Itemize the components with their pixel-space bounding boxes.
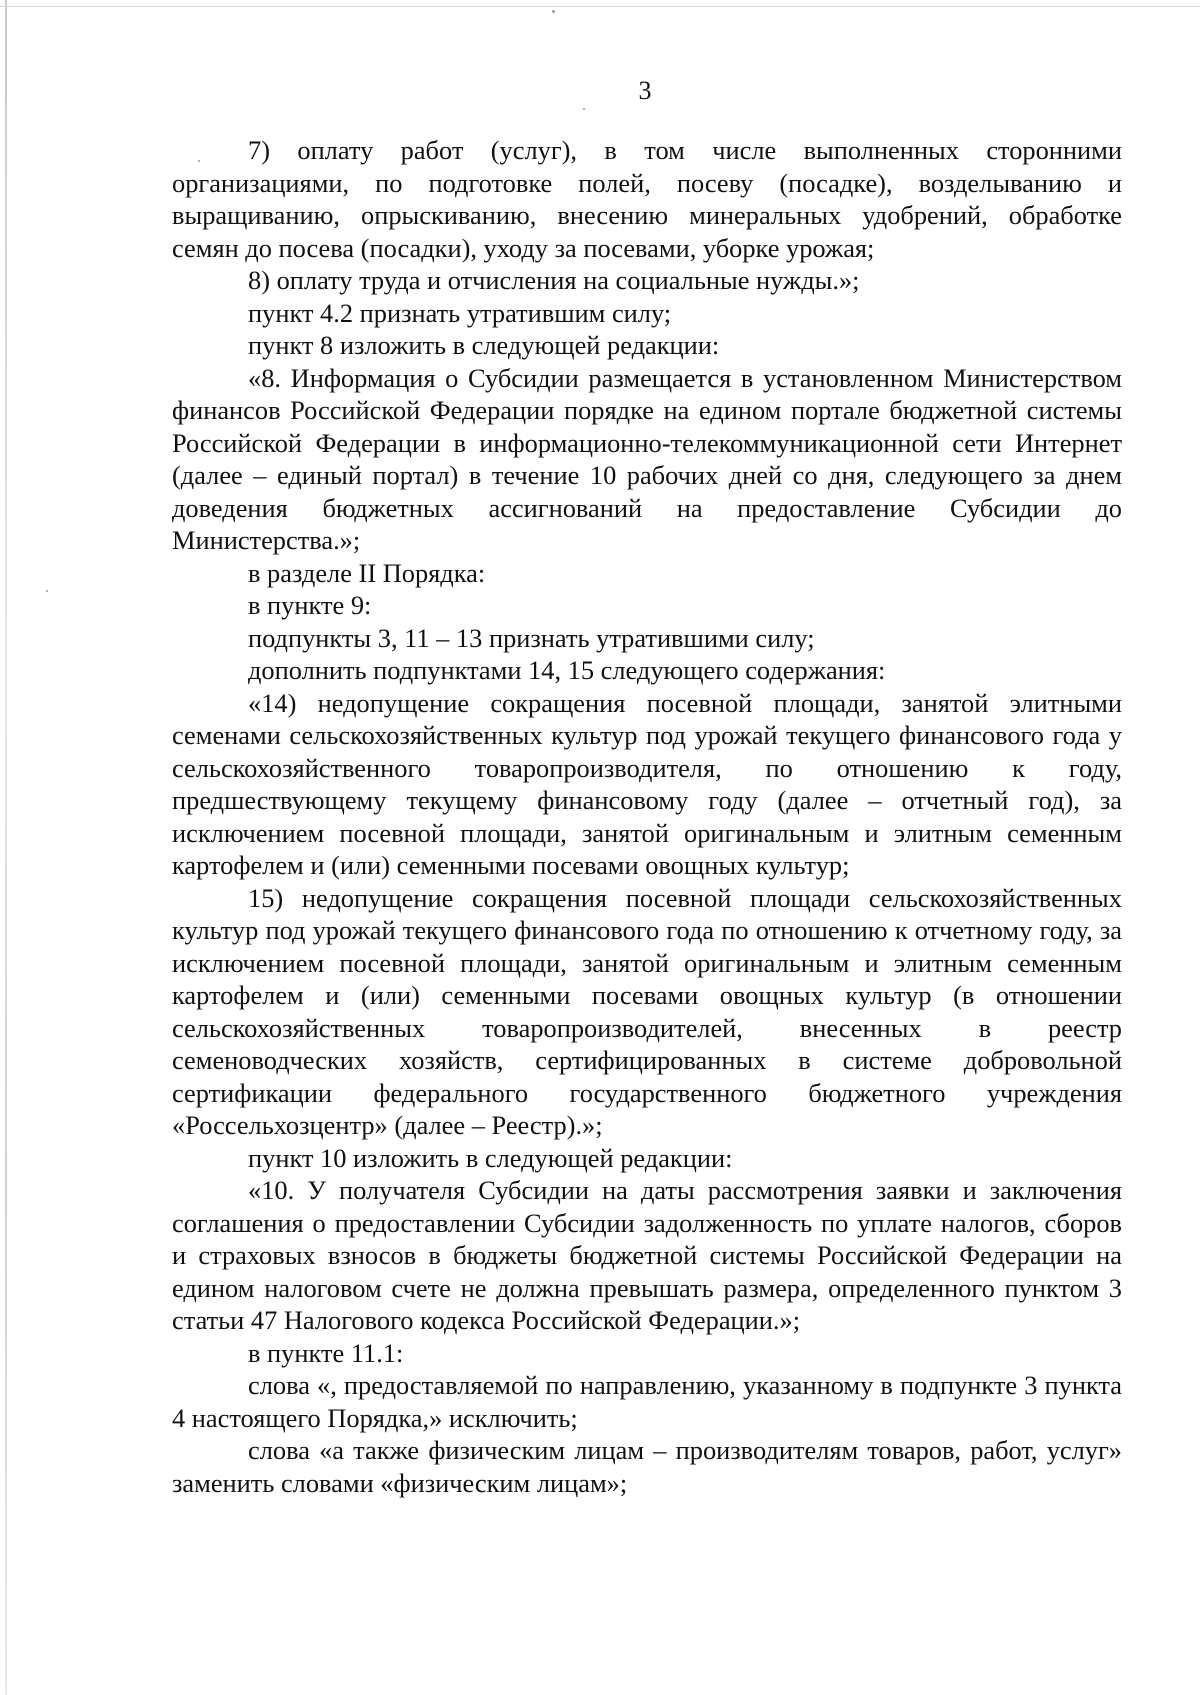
scan-speck bbox=[46, 590, 48, 592]
paragraph-section-2: в разделе II Порядка: bbox=[248, 557, 486, 588]
paragraph-subclauses-void: подпункты 3, 11 – 13 признать утратившими силу; bbox=[248, 622, 815, 653]
paragraph-clause-9: в пункте 9: bbox=[248, 590, 372, 620]
paragraph-clause-11-1: в пункте 11.1: bbox=[248, 1337, 404, 1368]
document-body bbox=[172, 134, 1122, 1499]
scan-edge-left bbox=[5, 0, 7, 1695]
scan-edge-top bbox=[0, 6, 1200, 7]
paragraph-clause-10-text: «10. У получателя Субсидии на даты рассмотрения заявки и заключения соглашения о предоставлении Субсидии задолженность по уплате налогов, сборов и страховых взносов в бюджеты бюджетной системы Российской Федерации на едином налоговом счете не должна превышать размера, определенного пунктом 3 статьи 47 Налогового кодекса Российской Федерации.»; bbox=[172, 1175, 1122, 1335]
paragraph-words-exclude: слова «, предоставляемой по направлению, указанному в подпункте 3 пункта 4 настоящего Порядка,» исключить; bbox=[172, 1370, 1122, 1433]
paragraph-add-subclauses: дополнить подпунктами 14, 15 следующего содержания: bbox=[248, 655, 886, 685]
paragraph-item-8: 8) оплату труда и отчисления на социальные нужды.»; bbox=[248, 265, 860, 295]
paragraph-clause-8-intro: пункт 8 изложить в следующей редакции: bbox=[248, 330, 720, 360]
scan-speck bbox=[552, 10, 555, 13]
paragraph-clause-10-intro: пункт 10 изложить в следующей редакции: bbox=[248, 1142, 733, 1173]
page-number: 3 bbox=[638, 76, 652, 105]
paragraph-clause-4-2: пункт 4.2 признать утратившим силу; bbox=[248, 297, 672, 328]
paragraph-item-7: 7) оплату работ (услуг), в том числе выполненных сторонними организациями, по подготовке полей, посеву (посадке), возделыванию и выращиванию, опрыскиванию, внесению минеральных удобрений, обработке семян до посева (посадки), уходу за посевами, уборке урожая; bbox=[172, 135, 1122, 263]
scan-speck bbox=[583, 108, 585, 110]
paragraph-words-replace: слова «а также физическим лицам – производителям товаров, работ, услуг» заменить словами «физическим лицам»; bbox=[172, 1435, 1122, 1498]
paragraph-clause-8-text: «8. Информация о Субсидии размещается в установленном Министерством финансов Российской Федерации порядке на едином портале бюджетной системы Российской Федерации в информационно-телекоммуникационной сети Интернет (далее – единый портал) в течение 10 рабочих дней со дня, следующего за днем доведения бюджетных ассигнований на предоставление Субсидии до Министерства.»; bbox=[172, 362, 1122, 555]
paragraph-subclause-14: «14) недопущение сокращения посевной площади, занятой элитными семенами сельскохозяйственных культур под урожай текущего финансового года у сельскохозяйственного товаропроизводителя, по отношению к году, предшествующему текущему финансовому году (далее – отчетный год), за исключением посевной площади, занятой оригинальным и элитным семенным картофелем и (или) семенными посевами овощных культур; bbox=[172, 687, 1122, 880]
paragraph-subclause-15: 15) недопущение сокращения посевной площади сельскохозяйственных культур под урожай текущего финансового года по отношению к отчетному году, за исключением посевной площади, занятой оригинальным и элитным семенным картофелем и (или) семенными посевами овощных культур (в отношении сельскохозяйственных товаропроизводителей, внесенных в реестр семеноводческих хозяйств, сертифицированных в системе добровольной сертификации федерального государственного бюджетного учреждения «Россельхозцентр» (далее – Реестр).»; bbox=[172, 882, 1122, 1140]
